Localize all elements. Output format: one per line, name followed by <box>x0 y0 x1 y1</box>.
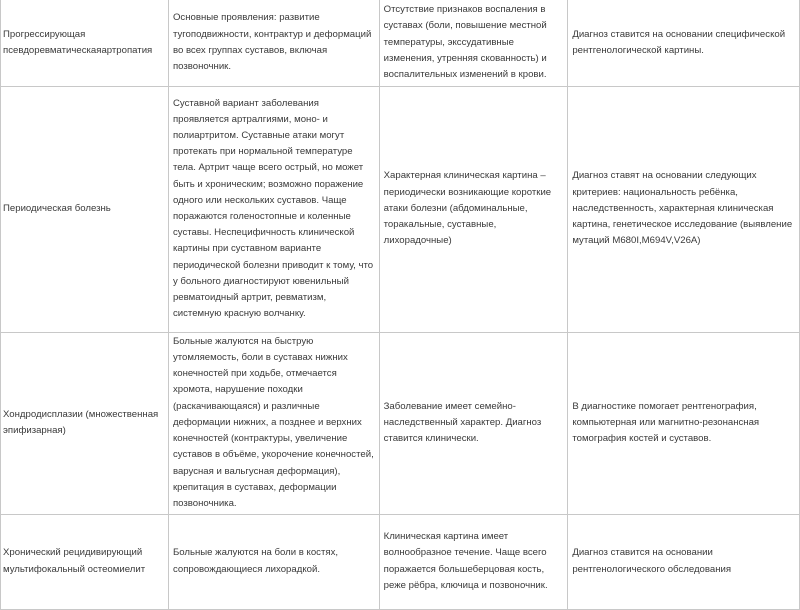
table-row <box>1 0 800 86</box>
differences-cell: Характерная клиническая картина – периодически возникающие короткие атаки болезни (абдоминальные, торакальные, суставные, лихорадочные) <box>379 86 568 332</box>
differences-cell: Клиническая картина имеет волнообразное течение. Чаще всего поражается большеберцовая кость, реже рёбра, ключица и позвоночник. <box>379 514 568 609</box>
manifestations-cell: Больные жалуются на быструю утомляемость, боли в суставах нижних конечностей при ходьбе, отмечается хромота, нарушение походки (раскачивающаяся) и различные деформации нижних, а позднее и верхних конечностей (контрактуры, увеличение суставов в объёме, укорочение конечностей, варусная и вальгусная деформация), крепитация в суставах, деформации позвоночника. <box>168 332 379 514</box>
disease-cell: Хондродисплазии (множественная эпифизарная) <box>1 332 169 514</box>
disease-cell: Периодическая болезнь <box>1 86 169 332</box>
diagnosis-cell: Диагноз ставят на основании следующих критериев: национальность ребёнка, наследственность, характерная клиническая картина, генетическое исследование (выявление мутаций M680I,M694V,V26A) <box>568 86 800 332</box>
diagnosis-cell: Диагноз ставится на основании специфической рентгенологической картины. <box>568 0 800 86</box>
table-row <box>1 332 800 514</box>
differences-cell: Заболевание имеет семейно-наследственный характер. Диагноз ставится клинически. <box>379 332 568 514</box>
table-row <box>1 86 800 332</box>
diagnosis-cell: Диагноз ставится на основании рентгенологического обследования <box>568 514 800 609</box>
disease-cell: Хронический рецидивирующий мультифокальный остеомиелит <box>1 514 169 609</box>
manifestations-cell: Основные проявления: развитие тугоподвижности, контрактур и деформаций во всех группах суставов, включая позвоночник. <box>168 0 379 86</box>
diagnosis-cell: В диагностике помогает рентгенография, компьютерная или магнитно-резонансная томография костей и суставов. <box>568 332 800 514</box>
table-row <box>1 514 800 609</box>
manifestations-cell: Больные жалуются на боли в костях, сопровождающиеся лихорадкой. <box>168 514 379 609</box>
manifestations-cell: Суставной вариант заболевания проявляется артралгиями, моно- и полиартритом. Суставные атаки могут протекать при нормальной температуре тела. Артрит чаще всего острый, но может быть и хроническим; возможно поражение одного или нескольких суставов. Чаще поражаются голеностопные и коленные суставы. Неспецифичность клинической картины при суставном варианте периодической болезни приводит к тому, что у больного диагностируют ювенильный ревматоидный артрит, ревматизм, системную красную волчанку. <box>168 86 379 332</box>
disease-cell: Прогрессирующая псевдоревматическаяартропатия <box>1 0 169 86</box>
differences-cell: Отсутствие признаков воспаления в суставах (боли, повышение местной температуры, экссудативные изменения, утренняя скованность) и воспалительных изменений в крови. <box>379 0 568 86</box>
